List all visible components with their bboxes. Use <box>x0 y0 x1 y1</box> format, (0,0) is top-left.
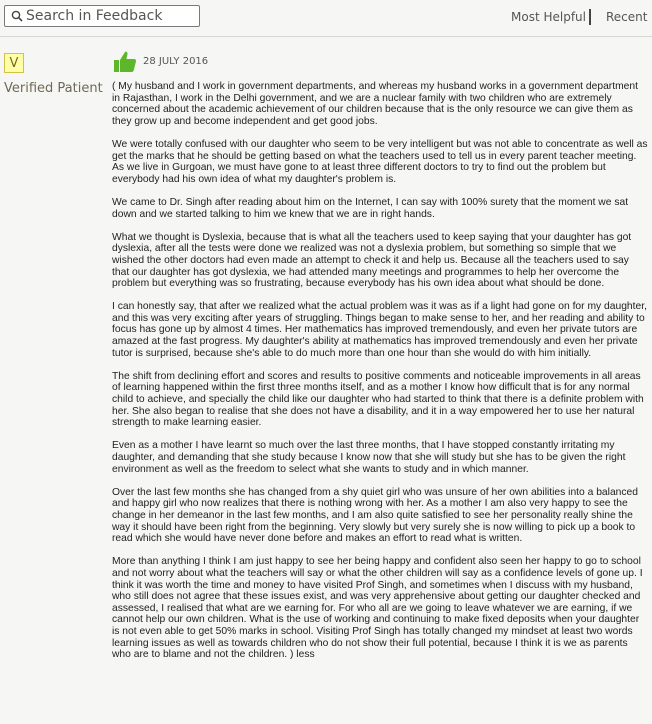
review-paragraph: Even as a mother I have learnt so much over the last three months, that I have stopped constantly irritating my daughter, and demanding that she study because I know now that she will study but she has to be given the right environment as well as the freedom to select what she wants to study and in which manner. <box>112 440 626 475</box>
feedback-toolbar <box>0 0 652 37</box>
review-paragraph: I can honestly say, that after we realized what the actual problem was it was as if a light had gone on for my daughter, and this was very exciting after years of struggling. Things began to make sense to her, and her reading and ability to focus has gone up by almost 4 times. Her mathematics has improved tremendously, and even her private tutors are amazed at the fast progress. My daughter's ability at mathematics has improved tremendously and even her private tutor is surprised, because she's able to do much more than one hour than she would do with him initially. <box>112 301 647 359</box>
thumbs-up-icon <box>113 50 137 74</box>
review-date: 28 JULY 2016 <box>143 56 209 67</box>
review-paragraph: We came to Dr. Singh after reading about him on the Internet, I can say with 100% surety that the moment we sat down and we started talking to him we knew that we are in right hands. <box>112 196 629 220</box>
sort-recent-link[interactable]: Recent <box>606 10 648 24</box>
review-paragraph: The shift from declining effort and scores and results to positive comments and noticeable improvements in all areas of learning happened within the first three months itself, and as a mother I know how difficult that is for any normal child to achieve, and specially the child like our daughter who had started to think that there is a definite problem with her. She also began to realise that she does not have a disability, and it in a way empowered her to use her natural strength to make learning easier. <box>112 370 644 429</box>
review-paragraph: ( My husband and I work in government departments, and whereas my husband works in a government department in Rajasthan, I work in the Delhi government, and we are a nuclear family with two children who are extremely concerned about the academic achievement of our children because that is the only resource we can give them as they grow up and become independent and get good jobs. <box>112 81 638 127</box>
review-paragraph: What we thought is Dyslexia, because that is what all the teachers used to keep saying that your daughter has got dyslexia, after all the tests were done we realized was not a dyslexia problem, but something so simple that we wished the other doctors had even made an attempt to check it and help us. Because all the teachers used to say that our daughter has got dyslexia, we had attended many meetings and programmes to help her overcome the problem but everything was so frustrating, because everybody has his own idea about what should be done. <box>112 231 632 290</box>
review-text <box>112 81 648 661</box>
review-paragraph-last: More than anything I think I am just happy to see her being happy and confident also seen her happy to go to school and not worry about what the teachers will say or what the other children will say as a confidence levels of gone up. I think it was worth the time and money to have visited Prof Singh, and sometimes when I discuss with my husband, who still does not agree that these issues exist, and was very apprehensive about getting our daughter checked and assessed, I realised that what are we earning for. For who all are we going to leave whatever we are earning, if we cannot help our own children. What is the use of working and continuing to make fixed deposits when your daughter is not even able to get 50% marks in school. Visiting Prof Singh has totally changed my mindset at least two words learning issues as well as towards children who do not show their full potential, because I think it is we as parents who are to blame and not the children. ) less <box>112 556 643 661</box>
search-icon <box>11 10 23 22</box>
sort-divider <box>589 9 591 25</box>
review-paragraph: Over the last few months she has changed from a shy quiet girl who was unsure of her own abilities into a balanced and happy girl who now realizes that there is nothing wrong with her. As a mother I am also very happy to see the change in her demeanor in the last few months, and I am also quite satisfied to see her personality really shine the way it should have been right from the beginning. Very slowly but very surely she is now willing to pick up a book to read which she would have never done before and makes an effort to read what is written. <box>112 486 639 545</box>
verified-badge: V <box>4 53 24 73</box>
review-paragraph: We were totally confused with our daughter who seem to be very intelligent but was not able to concentrate as well as get the marks that he should be getting based on what the teachers used to tell us in every parent teacher meeting. As we live in Gurgoan, we must have gone to at least three different doctors to try to find out the problem but everybody had his own idea of what my daughter's problem is. <box>112 138 648 185</box>
reviewer-label: Verified Patient <box>4 81 103 96</box>
sort-most-helpful-link[interactable]: Most Helpful <box>511 10 586 24</box>
search-placeholder: Search in Feedback <box>26 8 163 24</box>
search-input[interactable] <box>4 5 200 27</box>
